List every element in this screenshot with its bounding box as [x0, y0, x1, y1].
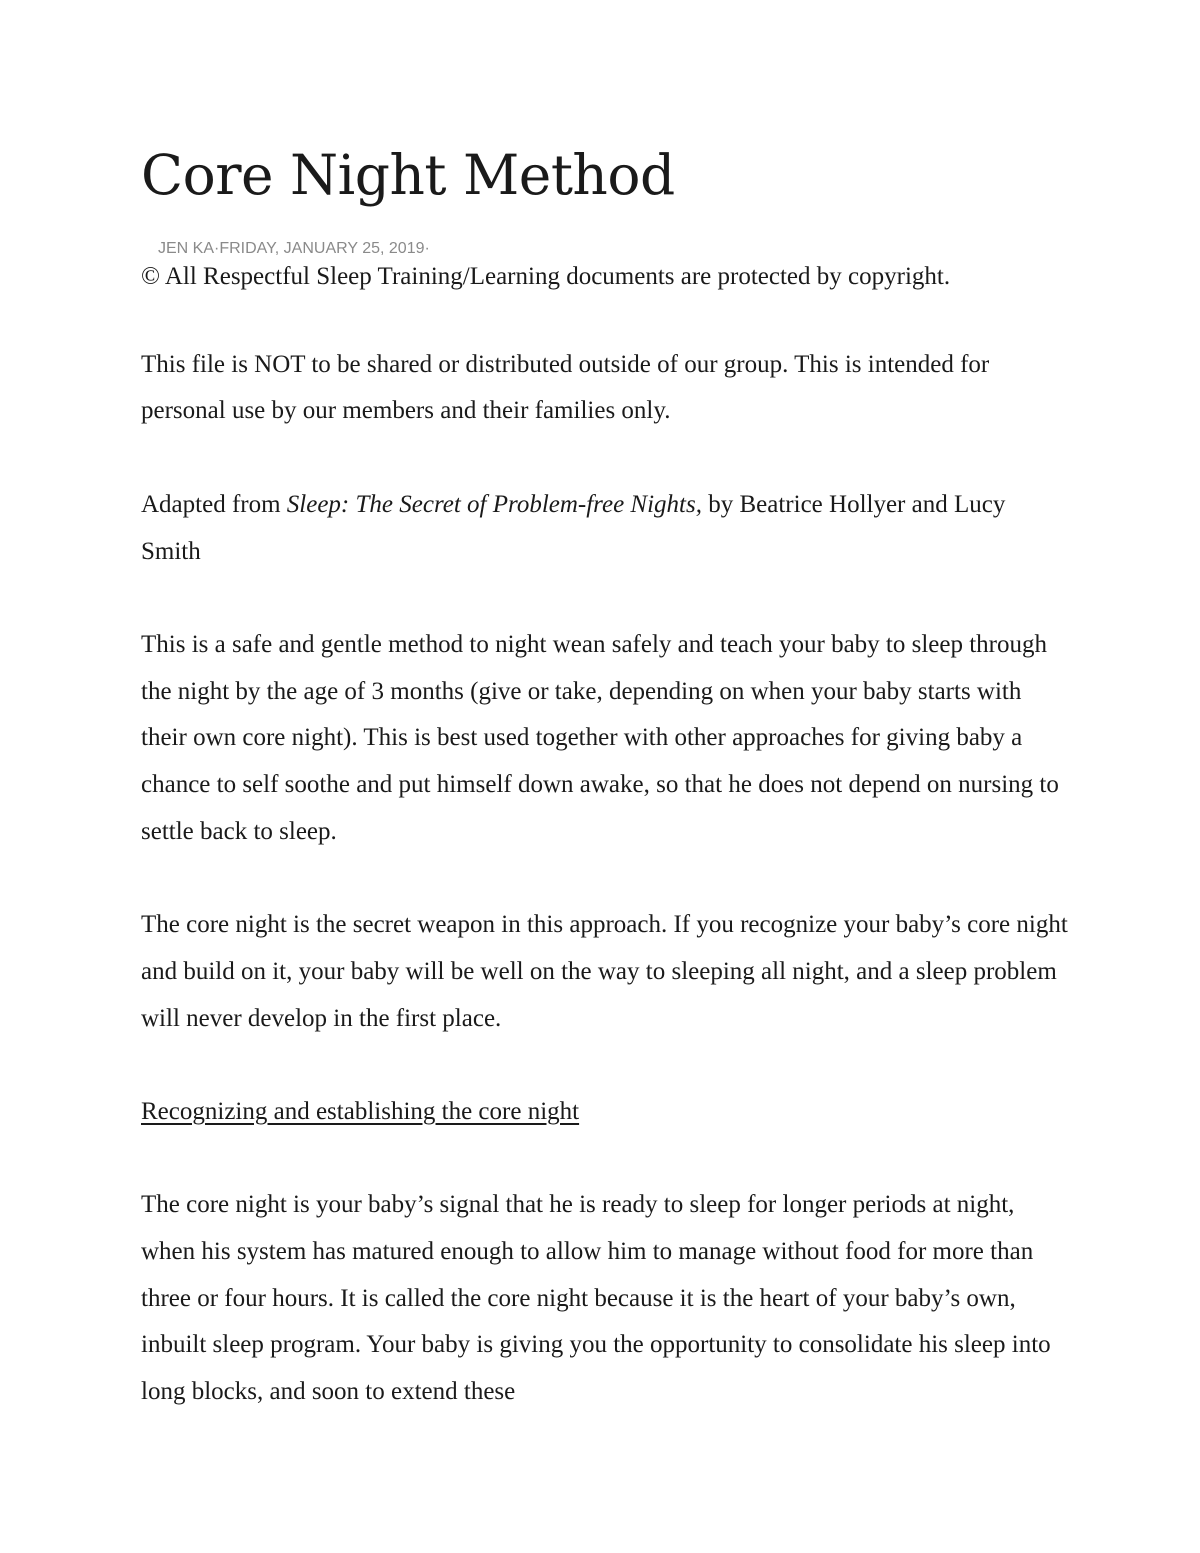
page-title: Core Night Method	[141, 143, 675, 207]
adapted-from-paragraph	[141, 482, 1071, 575]
section-heading-text: Recognizing and establishing the core night	[141, 1097, 580, 1125]
section-heading	[141, 1089, 1071, 1136]
core-night-paragraph: The core night is the secret weapon in this approach. If you recognize your baby’s core night and build on it, your baby will be well on the way to sleeping all night, and a sleep problem will never develop in the first place.	[141, 911, 1068, 1032]
intro-paragraph: This is a safe and gentle method to night wean safely and teach your baby to sleep through the night by the age of 3 months (give or take, depending on when your baby starts with their own core night). This is best used together with other approaches for giving baby a chance to self soothe and put himself down awake, so that he does not depend on nursing to settle back to sleep.	[141, 630, 1059, 845]
book-title: Sleep: The Secret of Problem-free Nights,	[286, 490, 702, 518]
adapted-prefix: Adapted from	[141, 490, 287, 518]
copyright-paragraph: © All Respectful Sleep Training/Learning documents are protected by copyright.	[141, 263, 951, 290]
adapted-suffix: by Beatrice Hollyer and Lucy Smith	[141, 490, 1006, 565]
section-paragraph: The core night is your baby’s signal that he is ready to sleep for longer periods at night, when his system has matured enough to allow him to manage without food for more than three or four hours. It is called the core night because it is the heart of your baby’s own, inbuilt sleep program. Your baby is giving you the opportunity to consolidate his sleep into long blocks, and soon to extend these	[141, 1191, 1051, 1406]
sharing-notice-paragraph: This file is NOT to be shared or distributed outside of our group. This is intended for personal use by our members and their families only.	[141, 350, 990, 425]
author-date-byline: JEN KA·FRIDAY, JANUARY 25, 2019·	[158, 240, 430, 257]
document-body	[141, 254, 1071, 1462]
